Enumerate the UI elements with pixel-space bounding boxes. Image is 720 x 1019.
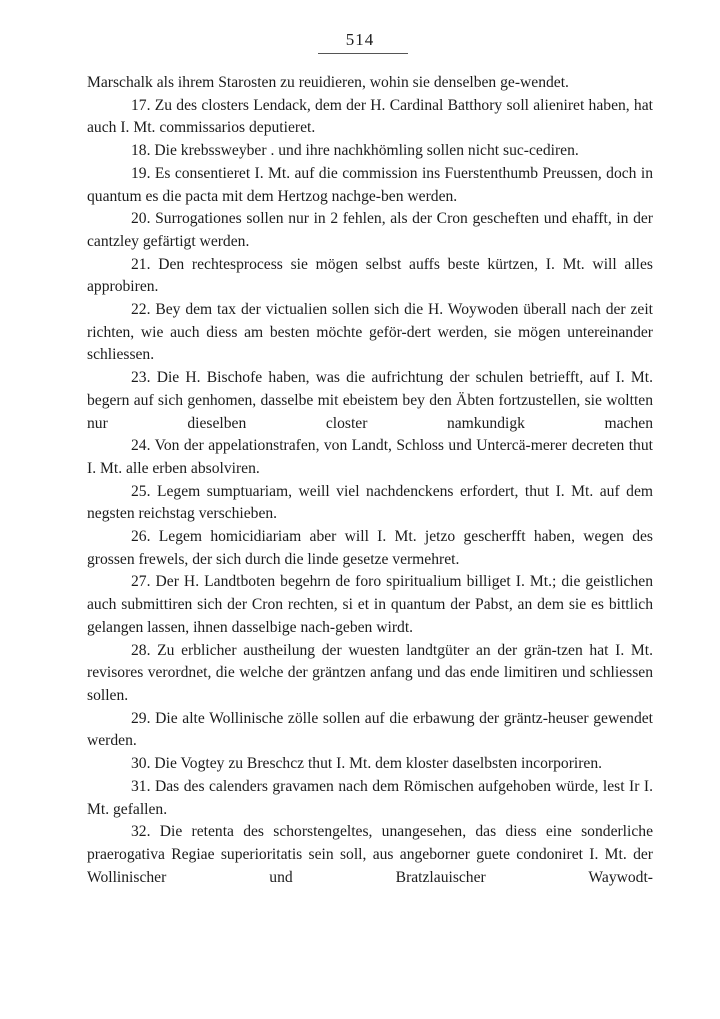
paragraph-20: 20. Surrogationes sollen nur in 2 fehlen, als der Cron gescheften und ehafft, in der cantzley gefärtigt werden. [87, 210, 653, 250]
paragraph-21: 21. Den rechtesprocess sie mögen selbst auffs beste kürtzen, I. Mt. will alles approbiren. [87, 255, 653, 296]
paragraph-26: 26. Legem homicidiariam aber will I. Mt. jetzo gescherfft haben, wegen des grossen frewels, der sich durch die linde gesetze vermehret. [87, 528, 653, 568]
paragraph-29: 29. Die alte Wollinische zölle sollen auf die erbawung der gräntz-heuser gewendet werden. [87, 709, 653, 750]
page-number-rule [318, 53, 408, 54]
paragraph-24: 24. Von der appelationstrafen, von Landt, Schloss und Untercä-merer decreten thut I. Mt. alle erben absolviren. [87, 437, 653, 477]
paragraph-18: 18. Die krebssweyber . und ihre nachkhömling sollen nicht suc-cediren. [131, 142, 579, 160]
paragraph-22: 22. Bey dem tax der victualien sollen sich die H. Woywoden überall nach der zeit richten, wie auch diess am besten möchte geför-dert werden, sie mögen untereinander schliessen. [87, 301, 653, 364]
paragraph-17: 17. Zu des closters Lendack, dem der H. Cardinal Batthory soll alieniret haben, hat auch I. Mt. commissarios deputieret. [87, 96, 653, 137]
paragraph-25: 25. Legem sumptuariam, weill viel nachdenckens erfordert, thut I. Mt. auf dem negsten reichstag verschieben. [87, 482, 653, 523]
paragraph-23: 23. Die H. Bischofe haben, was die aufrichtung der schulen betriefft, auf I. Mt. begern auf sich genhomen, dasselbe mit ebeistem bey den Äbten fortzustellen, sie woltten nur dieselben closter namkundigk machen [87, 369, 653, 432]
paragraph-31: 31. Das des calenders gravamen nach dem Römischen aufgehoben würde, lest Ir I. Mt. gefallen. [87, 777, 653, 818]
paragraph-32: 32. Die retenta des schorstengeltes, unangesehen, das diess eine sonderliche praerogativa Regiae superioritatis sein soll, aus angeborner guete condoniret I. Mt. der Wollinischer und Bratzlauischer Waywodt- [87, 823, 653, 886]
paragraph-27: 27. Der H. Landtboten begehrn de foro spiritualium billiget I. Mt.; die geistlichen auch submittiren sich der Cron rechten, si et in quantum der Pabst, an dem sie es bittlich gelangen lassen, ihnen dasselbige nach-geben wirdt. [87, 573, 653, 636]
document-body [87, 72, 653, 889]
page-number: 514 [345, 30, 375, 49]
paragraph-19: 19. Es consentieret I. Mt. auf die commission ins Fuerstenthumb Preussen, doch in quantum es die pacta mit dem Hertzog nachge-ben werden. [87, 164, 653, 205]
paragraph-30: 30. Die Vogtey zu Breschcz thut I. Mt. dem kloster daselbsten incorporiren. [131, 755, 603, 773]
paragraph-continuation: Marschalk als ihrem Starosten zu reuidieren, wohin sie denselben ge-wendet. [87, 74, 569, 91]
paragraph-28: 28. Zu erblicher austheilung der wuesten landtgüter an der grän-tzen hat I. Mt. revisores verordnet, die welche der gräntzen anfang und das ende limitiren und schliessen sollen. [87, 641, 653, 704]
